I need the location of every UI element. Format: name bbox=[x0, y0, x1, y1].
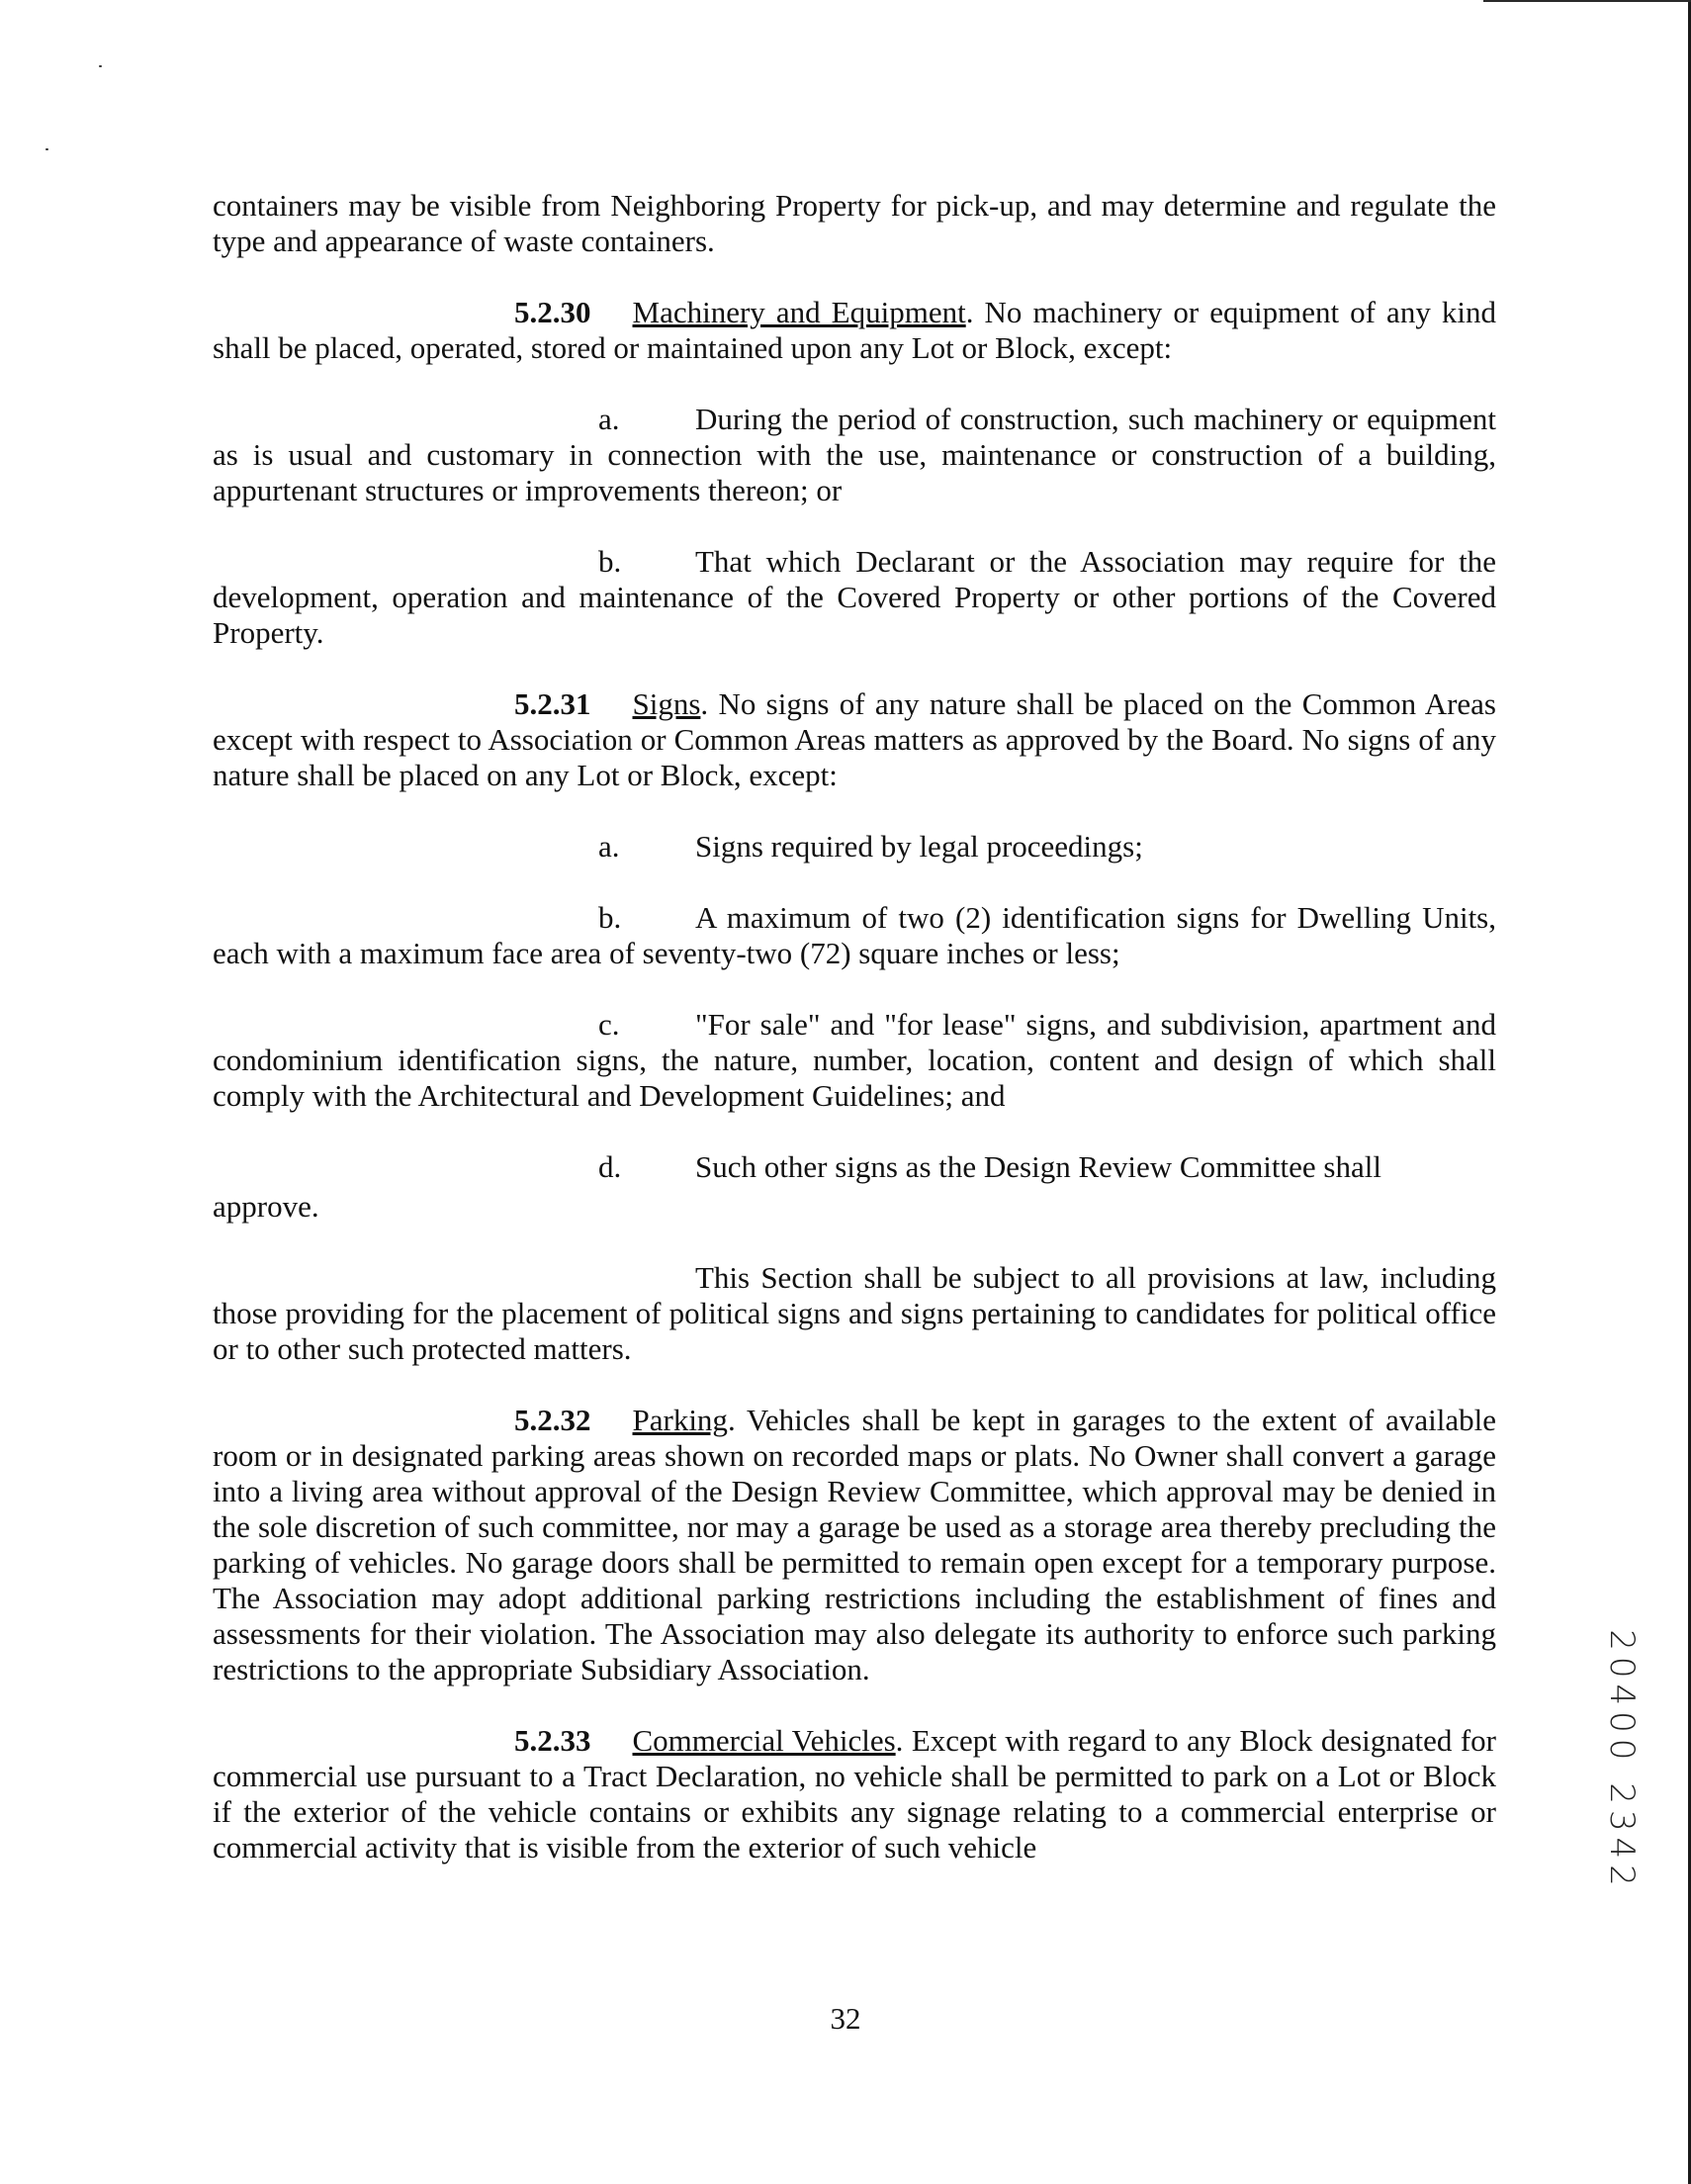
section-number: 5.2.33 bbox=[514, 1723, 591, 1758]
section-number: 5.2.31 bbox=[514, 686, 591, 721]
subsection-letter: b. bbox=[598, 544, 622, 579]
subsection-text: "For sale" and "for lease" signs, and subdivision, apartment and condominium identification signs, the nature, number, location, content and design of which shall comply with the Architectural and Development Guidelines; and bbox=[213, 1007, 1496, 1113]
scan-speck bbox=[99, 65, 102, 67]
subsection-text: During the period of construction, such machinery or equipment as is usual and customary in connection with the use, maintenance or construction of a building, appurtenant structures or improvements thereon; or bbox=[213, 402, 1496, 507]
section-title: Parking bbox=[632, 1403, 728, 1437]
subsection-text: Such other signs as the Design Review Committee shall bbox=[695, 1149, 1381, 1184]
section-5-2-31-note: This Section shall be subject to all provisions at law, including those providing for the placement of political signs and signs pertaining to candidates for political office or to other such protected matters. bbox=[213, 1260, 1496, 1366]
subsection-5-2-31-d-continuation: approve. bbox=[213, 1189, 319, 1224]
subsection-text: Signs required by legal proceedings; bbox=[695, 829, 1143, 864]
section-title: Commercial Vehicles bbox=[632, 1723, 896, 1758]
document-body bbox=[213, 188, 1496, 1866]
section-number: 5.2.32 bbox=[514, 1403, 591, 1437]
subsection-text: A maximum of two (2) identification signs for Dwelling Units, each with a maximum face area of seventy-two (72) square inches or less; bbox=[213, 900, 1496, 970]
section-text: . Except with regard to any Block designated for commercial use pursuant to a Tract Declaration, no vehicle shall be permitted to park on a Lot or Block if the exterior of the vehicle contains or exhibits any signage relating to a commercial enterprise or commercial activity that is visible from the exterior of such vehicle bbox=[213, 1723, 1496, 1865]
section-title: Signs bbox=[632, 686, 701, 721]
section-text: . No machinery or equipment of any kind shall be placed, operated, stored or maintained upon any Lot or Block, except: bbox=[213, 295, 1496, 365]
scan-speck bbox=[45, 148, 48, 150]
subsection-text: That which Declarant or the Association may require for the development, operation and maintenance of the Covered Property or other portions of the Covered Property. bbox=[213, 544, 1496, 650]
section-text: . No signs of any nature shall be placed on the Common Areas except with respect to Association or Common Areas matters as approved by the Board. No signs of any nature shall be placed on any Lot or Block, except: bbox=[213, 686, 1496, 792]
subsection-letter: b. bbox=[598, 900, 622, 935]
subsection-5-2-31-b bbox=[213, 900, 1496, 971]
section-5-2-32 bbox=[213, 1403, 1496, 1687]
subsection-letter: a. bbox=[598, 402, 620, 436]
recording-stamp: 20400 2342 bbox=[1602, 1629, 1642, 1892]
intro-paragraph: containers may be visible from Neighboring Property for pick-up, and may determine and regulate the type and appearance of waste containers. bbox=[213, 188, 1496, 258]
section-5-2-31 bbox=[213, 686, 1496, 793]
subsection-5-2-30-a bbox=[213, 402, 1496, 508]
scan-edge-top bbox=[1483, 0, 1691, 2]
subsection-5-2-31-d bbox=[213, 1149, 1496, 1185]
section-title: Machinery and Equipment bbox=[632, 295, 966, 329]
subsection-5-2-30-b bbox=[213, 544, 1496, 651]
section-number: 5.2.30 bbox=[514, 295, 591, 329]
section-5-2-33 bbox=[213, 1723, 1496, 1866]
section-5-2-30 bbox=[213, 295, 1496, 366]
page-number: 32 bbox=[830, 2001, 861, 2036]
subsection-letter: a. bbox=[598, 829, 620, 864]
subsection-5-2-31-c bbox=[213, 1007, 1496, 1114]
subsection-letter: d. bbox=[598, 1149, 622, 1184]
section-text: . Vehicles shall be kept in garages to the extent of available room or in designated parking areas shown on recorded maps or plats. No Owner shall convert a garage into a living area without approval of the Design Review Committee, which approval may be denied in the sole discretion of such committee, nor may a garage be used as a storage area thereby precluding the parking of vehicles. No garage doors shall be permitted to remain open except for a temporary purpose. The Association may adopt additional parking restrictions including the establishment of fines and assessments for their violation. The Association may also delegate its authority to enforce such parking restrictions to the appropriate Subsidiary Association. bbox=[213, 1403, 1496, 1686]
subsection-letter: c. bbox=[598, 1007, 620, 1042]
subsection-5-2-31-a bbox=[213, 829, 1496, 864]
